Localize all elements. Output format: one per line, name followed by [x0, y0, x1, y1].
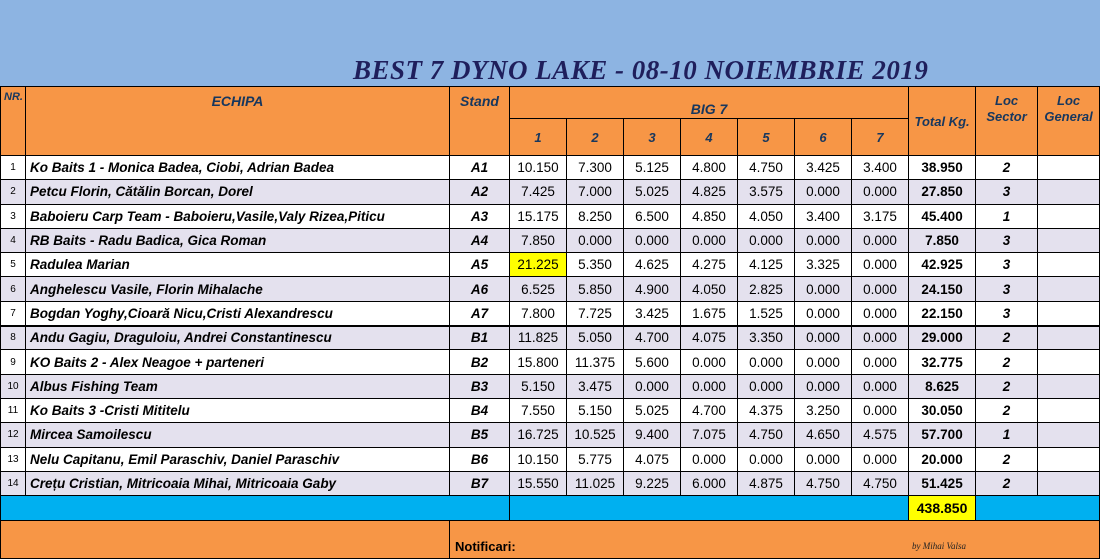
- row-fish-6: 0.000: [795, 301, 852, 325]
- row-fish-4: 7.075: [681, 423, 738, 447]
- row-fish-2: 7.725: [567, 301, 624, 325]
- row-loc-sector: 3: [976, 277, 1038, 301]
- row-total: 7.850: [909, 228, 976, 252]
- row-fish-1: 5.150: [510, 374, 567, 398]
- row-loc-general: [1038, 253, 1100, 277]
- row-team: Crețu Cristian, Mitricoaia Mihai, Mitricoaia Gaby: [26, 471, 450, 495]
- row-total: 42.925: [909, 253, 976, 277]
- row-nr: 8: [1, 326, 26, 350]
- row-loc-sector: 2: [976, 156, 1038, 180]
- row-fish-5: 4.375: [738, 398, 795, 422]
- row-loc-general: [1038, 301, 1100, 325]
- row-team: Ko Baits 3 -Cristi Mititelu: [26, 398, 450, 422]
- row-fish-5: 0.000: [738, 374, 795, 398]
- row-fish-2: 5.775: [567, 447, 624, 471]
- row-fish-4: 4.075: [681, 326, 738, 350]
- table-row: [1, 277, 1100, 301]
- table-row: [1, 374, 1100, 398]
- row-fish-6: 3.325: [795, 253, 852, 277]
- row-nr: 11: [1, 398, 26, 422]
- row-fish-6: 0.000: [795, 228, 852, 252]
- row-nr: 14: [1, 471, 26, 495]
- row-stand: A7: [450, 301, 510, 325]
- row-total: 51.425: [909, 471, 976, 495]
- row-fish-1: 7.850: [510, 228, 567, 252]
- row-loc-sector: 2: [976, 447, 1038, 471]
- row-team: Albus Fishing Team: [26, 374, 450, 398]
- row-fish-7: 0.000: [852, 228, 909, 252]
- row-fish-7: 0.000: [852, 350, 909, 374]
- row-total: 24.150: [909, 277, 976, 301]
- row-fish-6: 4.750: [795, 471, 852, 495]
- row-fish-4: 4.700: [681, 398, 738, 422]
- row-total: 29.000: [909, 326, 976, 350]
- row-fish-2: 5.350: [567, 253, 624, 277]
- row-team: Petcu Florin, Cătălin Borcan, Dorel: [26, 180, 450, 204]
- header-loc-general: Loc General: [1038, 87, 1100, 156]
- row-fish-2: 10.525: [567, 423, 624, 447]
- row-fish-1: 15.800: [510, 350, 567, 374]
- row-stand: A4: [450, 228, 510, 252]
- row-fish-6: 0.000: [795, 350, 852, 374]
- row-nr: 13: [1, 447, 26, 471]
- row-total: 32.775: [909, 350, 976, 374]
- row-fish-1: 15.175: [510, 204, 567, 228]
- header-loc-sector: Loc Sector: [976, 87, 1038, 156]
- notes-label: Notificari:: [450, 521, 1100, 559]
- row-fish-1: 21.225: [510, 253, 567, 277]
- row-fish-3: 4.075: [624, 447, 681, 471]
- row-loc-general: [1038, 326, 1100, 350]
- row-fish-7: 0.000: [852, 253, 909, 277]
- row-team: RB Baits - Radu Badica, Gica Roman: [26, 228, 450, 252]
- row-fish-2: 5.050: [567, 326, 624, 350]
- table-row: [1, 253, 1100, 277]
- table-row: [1, 228, 1100, 252]
- row-loc-general: [1038, 471, 1100, 495]
- row-fish-6: 0.000: [795, 374, 852, 398]
- header-nr: NR.: [1, 87, 26, 156]
- row-fish-5: 1.525: [738, 301, 795, 325]
- row-total: 38.950: [909, 156, 976, 180]
- row-nr: 2: [1, 180, 26, 204]
- header-fish-1: 1: [510, 119, 567, 156]
- row-loc-sector: 2: [976, 326, 1038, 350]
- row-total: 20.000: [909, 447, 976, 471]
- row-fish-3: 5.025: [624, 398, 681, 422]
- row-team: Andu Gagiu, Draguloiu, Andrei Constantinescu: [26, 326, 450, 350]
- header-fish-2: 2: [567, 119, 624, 156]
- row-fish-7: 3.400: [852, 156, 909, 180]
- results-table: [0, 86, 1100, 559]
- credit-signature: by Mihai Valsa: [912, 541, 966, 551]
- row-total: 57.700: [909, 423, 976, 447]
- row-stand: B3: [450, 374, 510, 398]
- row-loc-sector: 3: [976, 253, 1038, 277]
- row-team: Ko Baits 1 - Monica Badea, Ciobi, Adrian Badea: [26, 156, 450, 180]
- row-loc-sector: 1: [976, 204, 1038, 228]
- row-team: Baboieru Carp Team - Baboieru,Vasile,Valy Rizea,Piticu: [26, 204, 450, 228]
- row-fish-7: 0.000: [852, 277, 909, 301]
- row-fish-4: 4.850: [681, 204, 738, 228]
- row-nr: 12: [1, 423, 26, 447]
- row-fish-4: 4.800: [681, 156, 738, 180]
- row-team: Nelu Capitanu, Emil Paraschiv, Daniel Paraschiv: [26, 447, 450, 471]
- row-loc-sector: 3: [976, 180, 1038, 204]
- header-fish-5: 5: [738, 119, 795, 156]
- row-fish-2: 11.025: [567, 471, 624, 495]
- header-fish-6: 6: [795, 119, 852, 156]
- row-team: KO Baits 2 - Alex Neagoe + parteneri: [26, 350, 450, 374]
- row-loc-general: [1038, 447, 1100, 471]
- row-fish-5: 4.125: [738, 253, 795, 277]
- row-fish-1: 16.725: [510, 423, 567, 447]
- row-nr: 9: [1, 350, 26, 374]
- table-row: [1, 350, 1100, 374]
- row-fish-6: 3.425: [795, 156, 852, 180]
- row-stand: B2: [450, 350, 510, 374]
- row-fish-1: 7.800: [510, 301, 567, 325]
- row-fish-6: 0.000: [795, 326, 852, 350]
- table-row: [1, 156, 1100, 180]
- grand-total-row: [1, 496, 1100, 521]
- row-loc-sector: 3: [976, 301, 1038, 325]
- table-row: [1, 204, 1100, 228]
- row-loc-sector: 2: [976, 471, 1038, 495]
- row-fish-2: 0.000: [567, 228, 624, 252]
- row-total: 27.850: [909, 180, 976, 204]
- row-fish-3: 9.400: [624, 423, 681, 447]
- row-team: Anghelescu Vasile, Florin Mihalache: [26, 277, 450, 301]
- row-nr: 5: [1, 253, 26, 277]
- row-fish-1: 7.425: [510, 180, 567, 204]
- row-loc-sector: 2: [976, 350, 1038, 374]
- row-fish-5: 2.825: [738, 277, 795, 301]
- row-stand: A6: [450, 277, 510, 301]
- row-fish-3: 5.125: [624, 156, 681, 180]
- row-fish-2: 8.250: [567, 204, 624, 228]
- header-fish-7: 7: [852, 119, 909, 156]
- row-fish-2: 5.850: [567, 277, 624, 301]
- row-fish-5: 4.750: [738, 156, 795, 180]
- row-stand: A1: [450, 156, 510, 180]
- row-fish-4: 1.675: [681, 301, 738, 325]
- row-fish-5: 3.575: [738, 180, 795, 204]
- row-stand: A2: [450, 180, 510, 204]
- row-team: Radulea Marian: [26, 253, 450, 277]
- row-fish-7: 0.000: [852, 398, 909, 422]
- row-fish-3: 5.025: [624, 180, 681, 204]
- notes-row: [1, 521, 1100, 559]
- row-loc-general: [1038, 277, 1100, 301]
- row-nr: 7: [1, 301, 26, 325]
- table-row: [1, 326, 1100, 350]
- row-fish-4: 0.000: [681, 374, 738, 398]
- row-fish-7: 3.175: [852, 204, 909, 228]
- row-loc-sector: 2: [976, 374, 1038, 398]
- row-nr: 10: [1, 374, 26, 398]
- row-nr: 3: [1, 204, 26, 228]
- row-fish-1: 6.525: [510, 277, 567, 301]
- header-stand: Stand: [450, 87, 510, 156]
- row-loc-general: [1038, 204, 1100, 228]
- row-fish-3: 0.000: [624, 374, 681, 398]
- row-fish-3: 5.600: [624, 350, 681, 374]
- row-fish-2: 3.475: [567, 374, 624, 398]
- row-fish-6: 4.650: [795, 423, 852, 447]
- row-fish-1: 11.825: [510, 326, 567, 350]
- row-fish-4: 0.000: [681, 228, 738, 252]
- row-total: 22.150: [909, 301, 976, 325]
- row-stand: B4: [450, 398, 510, 422]
- row-fish-4: 0.000: [681, 350, 738, 374]
- row-fish-1: 7.550: [510, 398, 567, 422]
- row-fish-6: 0.000: [795, 277, 852, 301]
- row-stand: A5: [450, 253, 510, 277]
- row-fish-3: 3.425: [624, 301, 681, 325]
- row-fish-2: 5.150: [567, 398, 624, 422]
- row-loc-sector: 3: [976, 228, 1038, 252]
- row-fish-6: 0.000: [795, 180, 852, 204]
- row-fish-1: 15.550: [510, 471, 567, 495]
- row-fish-2: 7.300: [567, 156, 624, 180]
- row-nr: 1: [1, 156, 26, 180]
- table-row: [1, 398, 1100, 422]
- row-fish-5: 4.875: [738, 471, 795, 495]
- row-fish-4: 4.275: [681, 253, 738, 277]
- row-team: Mircea Samoilescu: [26, 423, 450, 447]
- row-fish-7: 0.000: [852, 301, 909, 325]
- row-loc-general: [1038, 423, 1100, 447]
- row-fish-1: 10.150: [510, 156, 567, 180]
- row-fish-5: 0.000: [738, 228, 795, 252]
- row-fish-2: 7.000: [567, 180, 624, 204]
- row-total: 8.625: [909, 374, 976, 398]
- header-fish-3: 3: [624, 119, 681, 156]
- row-loc-general: [1038, 156, 1100, 180]
- row-loc-general: [1038, 180, 1100, 204]
- row-loc-general: [1038, 374, 1100, 398]
- page-title: BEST 7 DYNO LAKE - 08-10 NOIEMBRIE 2019: [353, 55, 929, 85]
- row-fish-6: 3.250: [795, 398, 852, 422]
- table-row: [1, 180, 1100, 204]
- row-team: Bogdan Yoghy,Cioară Nicu,Cristi Alexandrescu: [26, 301, 450, 325]
- row-fish-7: 4.750: [852, 471, 909, 495]
- row-loc-general: [1038, 350, 1100, 374]
- row-total: 45.400: [909, 204, 976, 228]
- row-loc-general: [1038, 398, 1100, 422]
- row-loc-sector: 2: [976, 398, 1038, 422]
- header-big7: BIG 7: [510, 87, 909, 119]
- grand-total: 438.850: [909, 496, 976, 521]
- row-stand: A3: [450, 204, 510, 228]
- row-fish-4: 4.050: [681, 277, 738, 301]
- row-fish-5: 0.000: [738, 350, 795, 374]
- header-echipa: ECHIPA: [26, 87, 450, 156]
- header-fish-4: 4: [681, 119, 738, 156]
- row-stand: B6: [450, 447, 510, 471]
- row-nr: 6: [1, 277, 26, 301]
- results-body: [1, 156, 1100, 496]
- row-fish-3: 4.700: [624, 326, 681, 350]
- row-fish-1: 10.150: [510, 447, 567, 471]
- row-fish-5: 3.350: [738, 326, 795, 350]
- row-stand: B5: [450, 423, 510, 447]
- row-stand: B7: [450, 471, 510, 495]
- row-fish-2: 11.375: [567, 350, 624, 374]
- row-fish-3: 4.625: [624, 253, 681, 277]
- row-fish-3: 0.000: [624, 228, 681, 252]
- row-fish-4: 0.000: [681, 447, 738, 471]
- table-row: [1, 423, 1100, 447]
- row-fish-3: 9.225: [624, 471, 681, 495]
- header-total: Total Kg.: [909, 87, 976, 156]
- row-fish-7: 4.575: [852, 423, 909, 447]
- row-fish-7: 0.000: [852, 326, 909, 350]
- row-fish-7: 0.000: [852, 374, 909, 398]
- row-fish-4: 6.000: [681, 471, 738, 495]
- row-fish-6: 3.400: [795, 204, 852, 228]
- table-row: [1, 471, 1100, 495]
- row-total: 30.050: [909, 398, 976, 422]
- row-fish-5: 0.000: [738, 447, 795, 471]
- row-fish-5: 4.750: [738, 423, 795, 447]
- row-loc-sector: 1: [976, 423, 1038, 447]
- row-stand: B1: [450, 326, 510, 350]
- row-fish-7: 0.000: [852, 180, 909, 204]
- table-row: [1, 301, 1100, 325]
- row-loc-general: [1038, 228, 1100, 252]
- row-fish-7: 0.000: [852, 447, 909, 471]
- row-nr: 4: [1, 228, 26, 252]
- row-fish-3: 4.900: [624, 277, 681, 301]
- row-fish-4: 4.825: [681, 180, 738, 204]
- row-fish-6: 0.000: [795, 447, 852, 471]
- table-row: [1, 447, 1100, 471]
- row-fish-3: 6.500: [624, 204, 681, 228]
- row-fish-5: 4.050: [738, 204, 795, 228]
